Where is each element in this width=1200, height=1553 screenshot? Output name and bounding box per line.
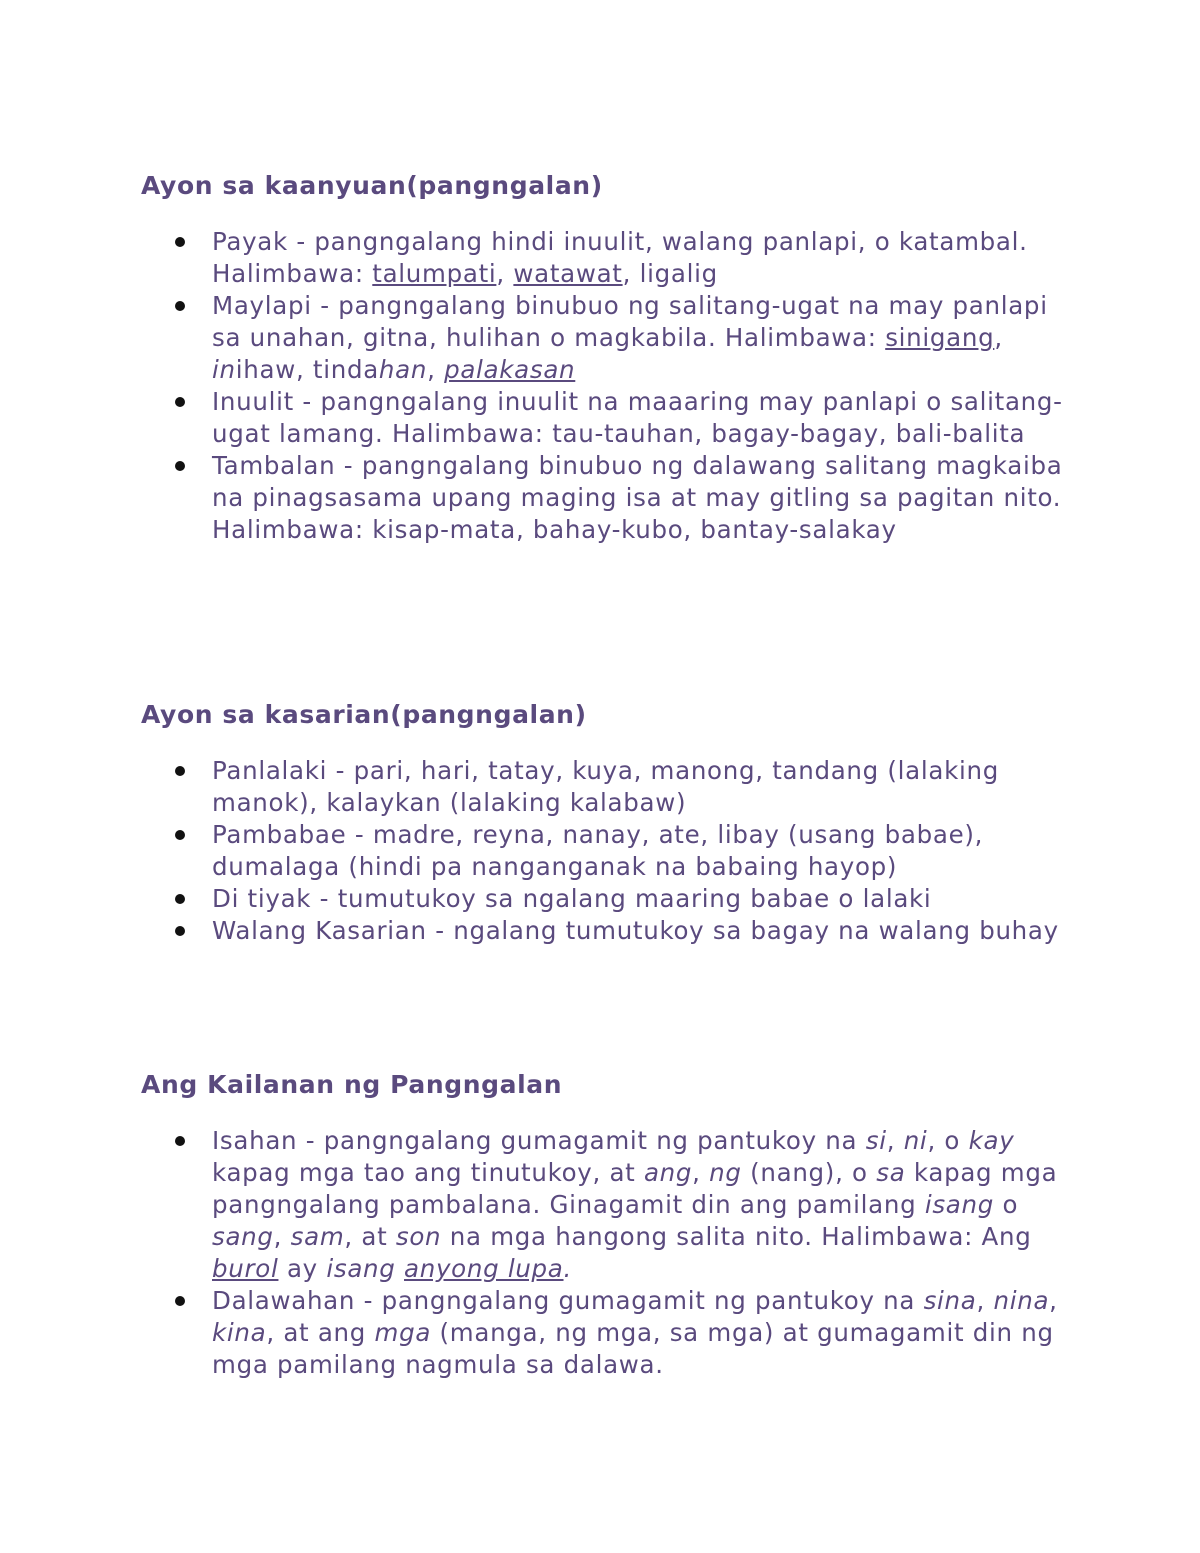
list-item-isahan: Isahan - pangngalang gumagamit ng pantukoy na si, ni, o kay kapag mga tao ang tinutukoy, at ang, ng (nang), o sa kapag mga pangngalang pambalana. Ginagamit din ang pamilang isang o sang, sam, at son na mga hangong salita nito. Halimbawa: Ang burol ay isang anyong lupa.	[212, 1125, 1071, 1285]
section-kaanyuan	[141, 170, 1071, 546]
section-title-kasarian: Ayon sa kasarian(pangngalan)	[141, 700, 587, 729]
list-item-walang-kasarian: Walang Kasarian - ngalang tumutukoy sa bagay na walang buhay	[212, 915, 1071, 947]
list-kasarian	[141, 755, 1071, 947]
list-item-payak: Payak - pangngalang hindi inuulit, walang panlapi, o katambal. Halimbawa: talumpati, watawat, ligalig	[212, 226, 1071, 290]
section-kailanan	[141, 1069, 1071, 1381]
section-title-kaanyuan: Ayon sa kaanyuan(pangngalan)	[141, 171, 603, 200]
section-kasarian	[141, 699, 1071, 947]
list-item-panlalaki: Panlalaki - pari, hari, tatay, kuya, manong, tandang (lalaking manok), kalaykan (lalaking kalabaw)	[212, 755, 1071, 819]
list-kailanan	[141, 1125, 1071, 1381]
section-title-kailanan: Ang Kailanan ng Pangngalan	[141, 1070, 563, 1099]
list-item-inuulit: Inuulit - pangngalang inuulit na maaaring may panlapi o salitang-ugat lamang. Halimbawa: tau-tauhan, bagay-bagay, bali-balita	[212, 386, 1071, 450]
list-item-maylapi: Maylapi - pangngalang binubuo ng salitang-ugat na may panlapi sa unahan, gitna, hulihan o magkabila. Halimbawa: sinigang, inihaw, tindahan, palakasan	[212, 290, 1071, 386]
list-item-di-tiyak: Di tiyak - tumutukoy sa ngalang maaring babae o lalaki	[212, 883, 1071, 915]
list-item-dalawahan: Dalawahan - pangngalang gumagamit ng pantukoy na sina, nina, kina, at ang mga (manga, ng mga, sa mga) at gumagamit din ng mga pamilang nagmula sa dalawa.	[212, 1285, 1071, 1381]
list-item-tambalan: Tambalan - pangngalang binubuo ng dalawang salitang magkaiba na pinagsasama upang maging isa at may gitling sa pagitan nito. Halimbawa: kisap-mata, bahay-kubo, bantay-salakay	[212, 450, 1071, 546]
list-item-pambabae: Pambabae - madre, reyna, nanay, ate, libay (usang babae), dumalaga (hindi pa nanganganak na babaing hayop)	[212, 819, 1071, 883]
list-kaanyuan	[141, 226, 1071, 546]
